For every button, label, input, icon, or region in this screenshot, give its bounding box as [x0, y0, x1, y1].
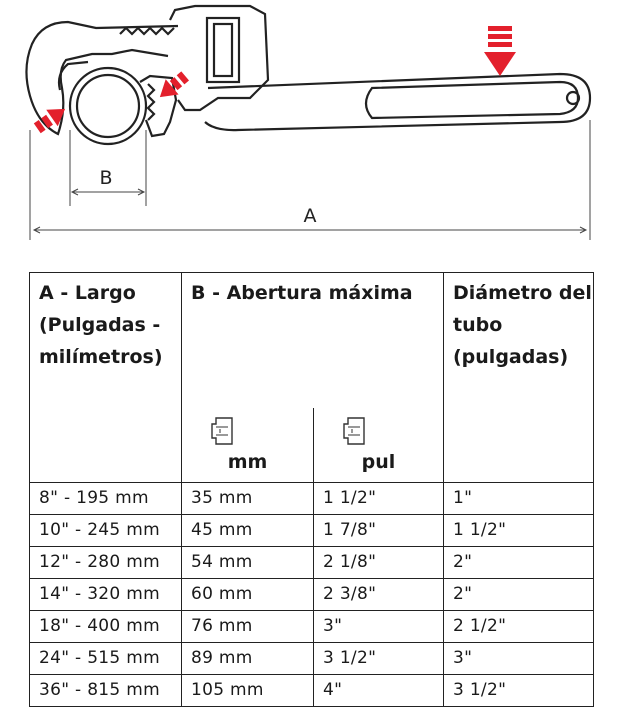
- cell-diametro: 1 1/2": [444, 514, 594, 546]
- unit-mm-label: mm: [227, 450, 268, 473]
- table-row: [30, 674, 594, 706]
- cell-mm: 60 mm: [182, 578, 314, 610]
- cell-diametro: 3": [444, 642, 594, 674]
- cell-largo: 8" - 195 mm: [30, 482, 182, 514]
- cell-pul: 2 3/8": [314, 578, 444, 610]
- table-row: [30, 546, 594, 578]
- table-row: [30, 482, 594, 514]
- cell-pul: 1 7/8": [314, 514, 444, 546]
- cell-mm: 89 mm: [182, 642, 314, 674]
- header-diametro: Diámetro del tubo (pulgadas): [444, 273, 594, 483]
- dimension-b-label: B: [99, 167, 113, 189]
- table-row: [30, 610, 594, 642]
- jaw-opening-icon: [208, 416, 238, 446]
- cell-diametro: 2 1/2": [444, 610, 594, 642]
- force-arrows-icon: [32, 26, 516, 137]
- cell-diametro: 1": [444, 482, 594, 514]
- cell-mm: 54 mm: [182, 546, 314, 578]
- cell-pul: 3 1/2": [314, 642, 444, 674]
- dimension-a-label: A: [303, 205, 317, 227]
- jaw-opening-icon: [340, 416, 370, 446]
- header-largo: A - Largo (Pulgadas - milímetros): [30, 273, 182, 483]
- table-row: [30, 514, 594, 546]
- cell-largo: 24" - 515 mm: [30, 642, 182, 674]
- cell-mm: 35 mm: [182, 482, 314, 514]
- cell-mm: 76 mm: [182, 610, 314, 642]
- header-unit-mm: [182, 408, 314, 483]
- cell-diametro: 2": [444, 578, 594, 610]
- pipe-icon: [70, 68, 146, 144]
- wrench-icon: [26, 6, 590, 136]
- cell-largo: 12" - 280 mm: [30, 546, 182, 578]
- wrench-diagram: [0, 0, 624, 250]
- table-row: [30, 642, 594, 674]
- cell-mm: 45 mm: [182, 514, 314, 546]
- cell-pul: 3": [314, 610, 444, 642]
- cell-largo: 10" - 245 mm: [30, 514, 182, 546]
- cell-mm: 105 mm: [182, 674, 314, 706]
- header-unit-pul: [314, 408, 444, 483]
- table-header-row: [30, 273, 594, 408]
- cell-largo: 36" - 815 mm: [30, 674, 182, 706]
- table-row: [30, 578, 594, 610]
- cell-pul: 2 1/8": [314, 546, 444, 578]
- cell-pul: 1 1/2": [314, 482, 444, 514]
- cell-largo: 18" - 400 mm: [30, 610, 182, 642]
- cell-diametro: 2": [444, 546, 594, 578]
- cell-diametro: 3 1/2": [444, 674, 594, 706]
- cell-pul: 4": [314, 674, 444, 706]
- cell-largo: 14" - 320 mm: [30, 578, 182, 610]
- spec-table: [29, 272, 594, 707]
- unit-pul-label: pul: [361, 450, 396, 473]
- header-abertura: B - Abertura máxima: [182, 273, 444, 408]
